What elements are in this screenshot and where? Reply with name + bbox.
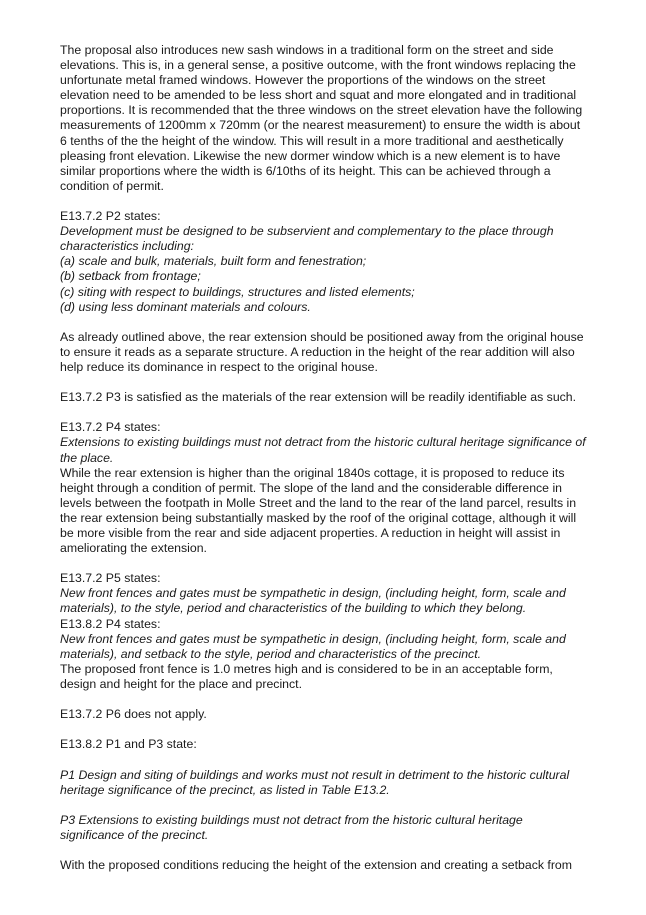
quoted-provision: New front fences and gates must be sympathetic in design, (including height, form, scale and materials), to the style, period and characteristics of the building to which they belong.: [60, 586, 566, 616]
quoted-provision-p3: P3 Extensions to existing buildings must not detract from the historic cultural heritage significance of the precinct.: [60, 812, 523, 842]
section-body: The proposed front fence is 1.0 metres high and is considered to be in an acceptable form, design and height for the place and precinct.: [60, 661, 553, 691]
section-e13-7-2-p2: [60, 209, 590, 315]
quoted-provision: Development must be designed to be subservient and complementary to the place through characteristics including:: [60, 224, 554, 254]
section-heading: E13.7.2 P2 states:: [60, 209, 161, 224]
quoted-provision-2: New front fences and gates must be sympathetic in design, (including height, form, scale and materials), and setback to the style, period and characteristics of the precinct.: [60, 631, 566, 661]
paragraph-e13-7-2-p6: E13.7.2 P6 does not apply.: [60, 707, 207, 722]
section-heading: E13.7.2 P4 states:: [60, 420, 161, 435]
provision-item-d: (d) using less dominant materials and colours.: [60, 299, 311, 314]
paragraph-conclusion: With the proposed conditions reducing the height of the extension and creating a setback from: [60, 858, 573, 873]
section-heading: E13.7.2 P5 states:: [60, 571, 161, 586]
section-e13-7-2-p5: [60, 571, 590, 692]
paragraph-rear-extension: As already outlined above, the rear extension should be positioned away from the original house to ensure it reads as a separate structure. A reduction in the height of the rear addition will also help reduce its dominance in respect to the original house.: [60, 329, 584, 374]
quoted-provision-p1: P1 Design and siting of buildings and works must not result in detriment to the historic cultural heritage significance of the precinct, as listed in Table E13.2.: [60, 767, 570, 797]
quoted-provision: Extensions to existing buildings must not detract from the historic cultural heritage significance of the place.: [60, 435, 586, 465]
section-heading-e13-8-2: E13.8.2 P1 and P3 state:: [60, 737, 197, 752]
provision-item-b: (b) setback from frontage;: [60, 269, 201, 284]
paragraph-sash-windows: The proposal also introduces new sash windows in a traditional form on the street and side elevations. This is, in a general sense, a positive outcome, with the front windows replacing the unfortunate metal framed windows. However the proportions of the windows on the street elevation need to be amended to be less short and squat and more elongated and in traditional proportions. It is recommended that the three windows on the street elevation have the following measurements of 1200mm x 720mm (or the nearest measurement) to ensure the width is about 6 tenths of the the height of the window. This will result in a more traditional and aesthetically pleasing front elevation. Likewise the new dormer window which is a new element is to have similar proportions where the width is 6/10ths of its height. This can be achieved through a condition of permit.: [60, 43, 583, 193]
document-page: [60, 43, 590, 888]
section-heading-2: E13.8.2 P4 states:: [60, 616, 161, 631]
section-body: While the rear extension is higher than the original 1840s cottage, it is proposed to reduce its height through a condition of permit. The slope of the land and the considerable difference in levels between the footpath in Molle Street and the land to the rear of the land parcel, results in the rear extension being substantially masked by the roof of the original cottage, although it will be more visible from the rear and side adjacent properties. A reduction in height will assist in ameliorating the extension.: [60, 465, 577, 556]
provision-item-c: (c) siting with respect to buildings, structures and listed elements;: [60, 284, 415, 299]
paragraph-e13-7-2-p3: E13.7.2 P3 is satisfied as the materials of the rear extension will be readily identifiable as such.: [60, 390, 577, 405]
section-e13-7-2-p4: [60, 420, 590, 556]
provision-item-a: (a) scale and bulk, materials, built form and fenestration;: [60, 254, 367, 269]
